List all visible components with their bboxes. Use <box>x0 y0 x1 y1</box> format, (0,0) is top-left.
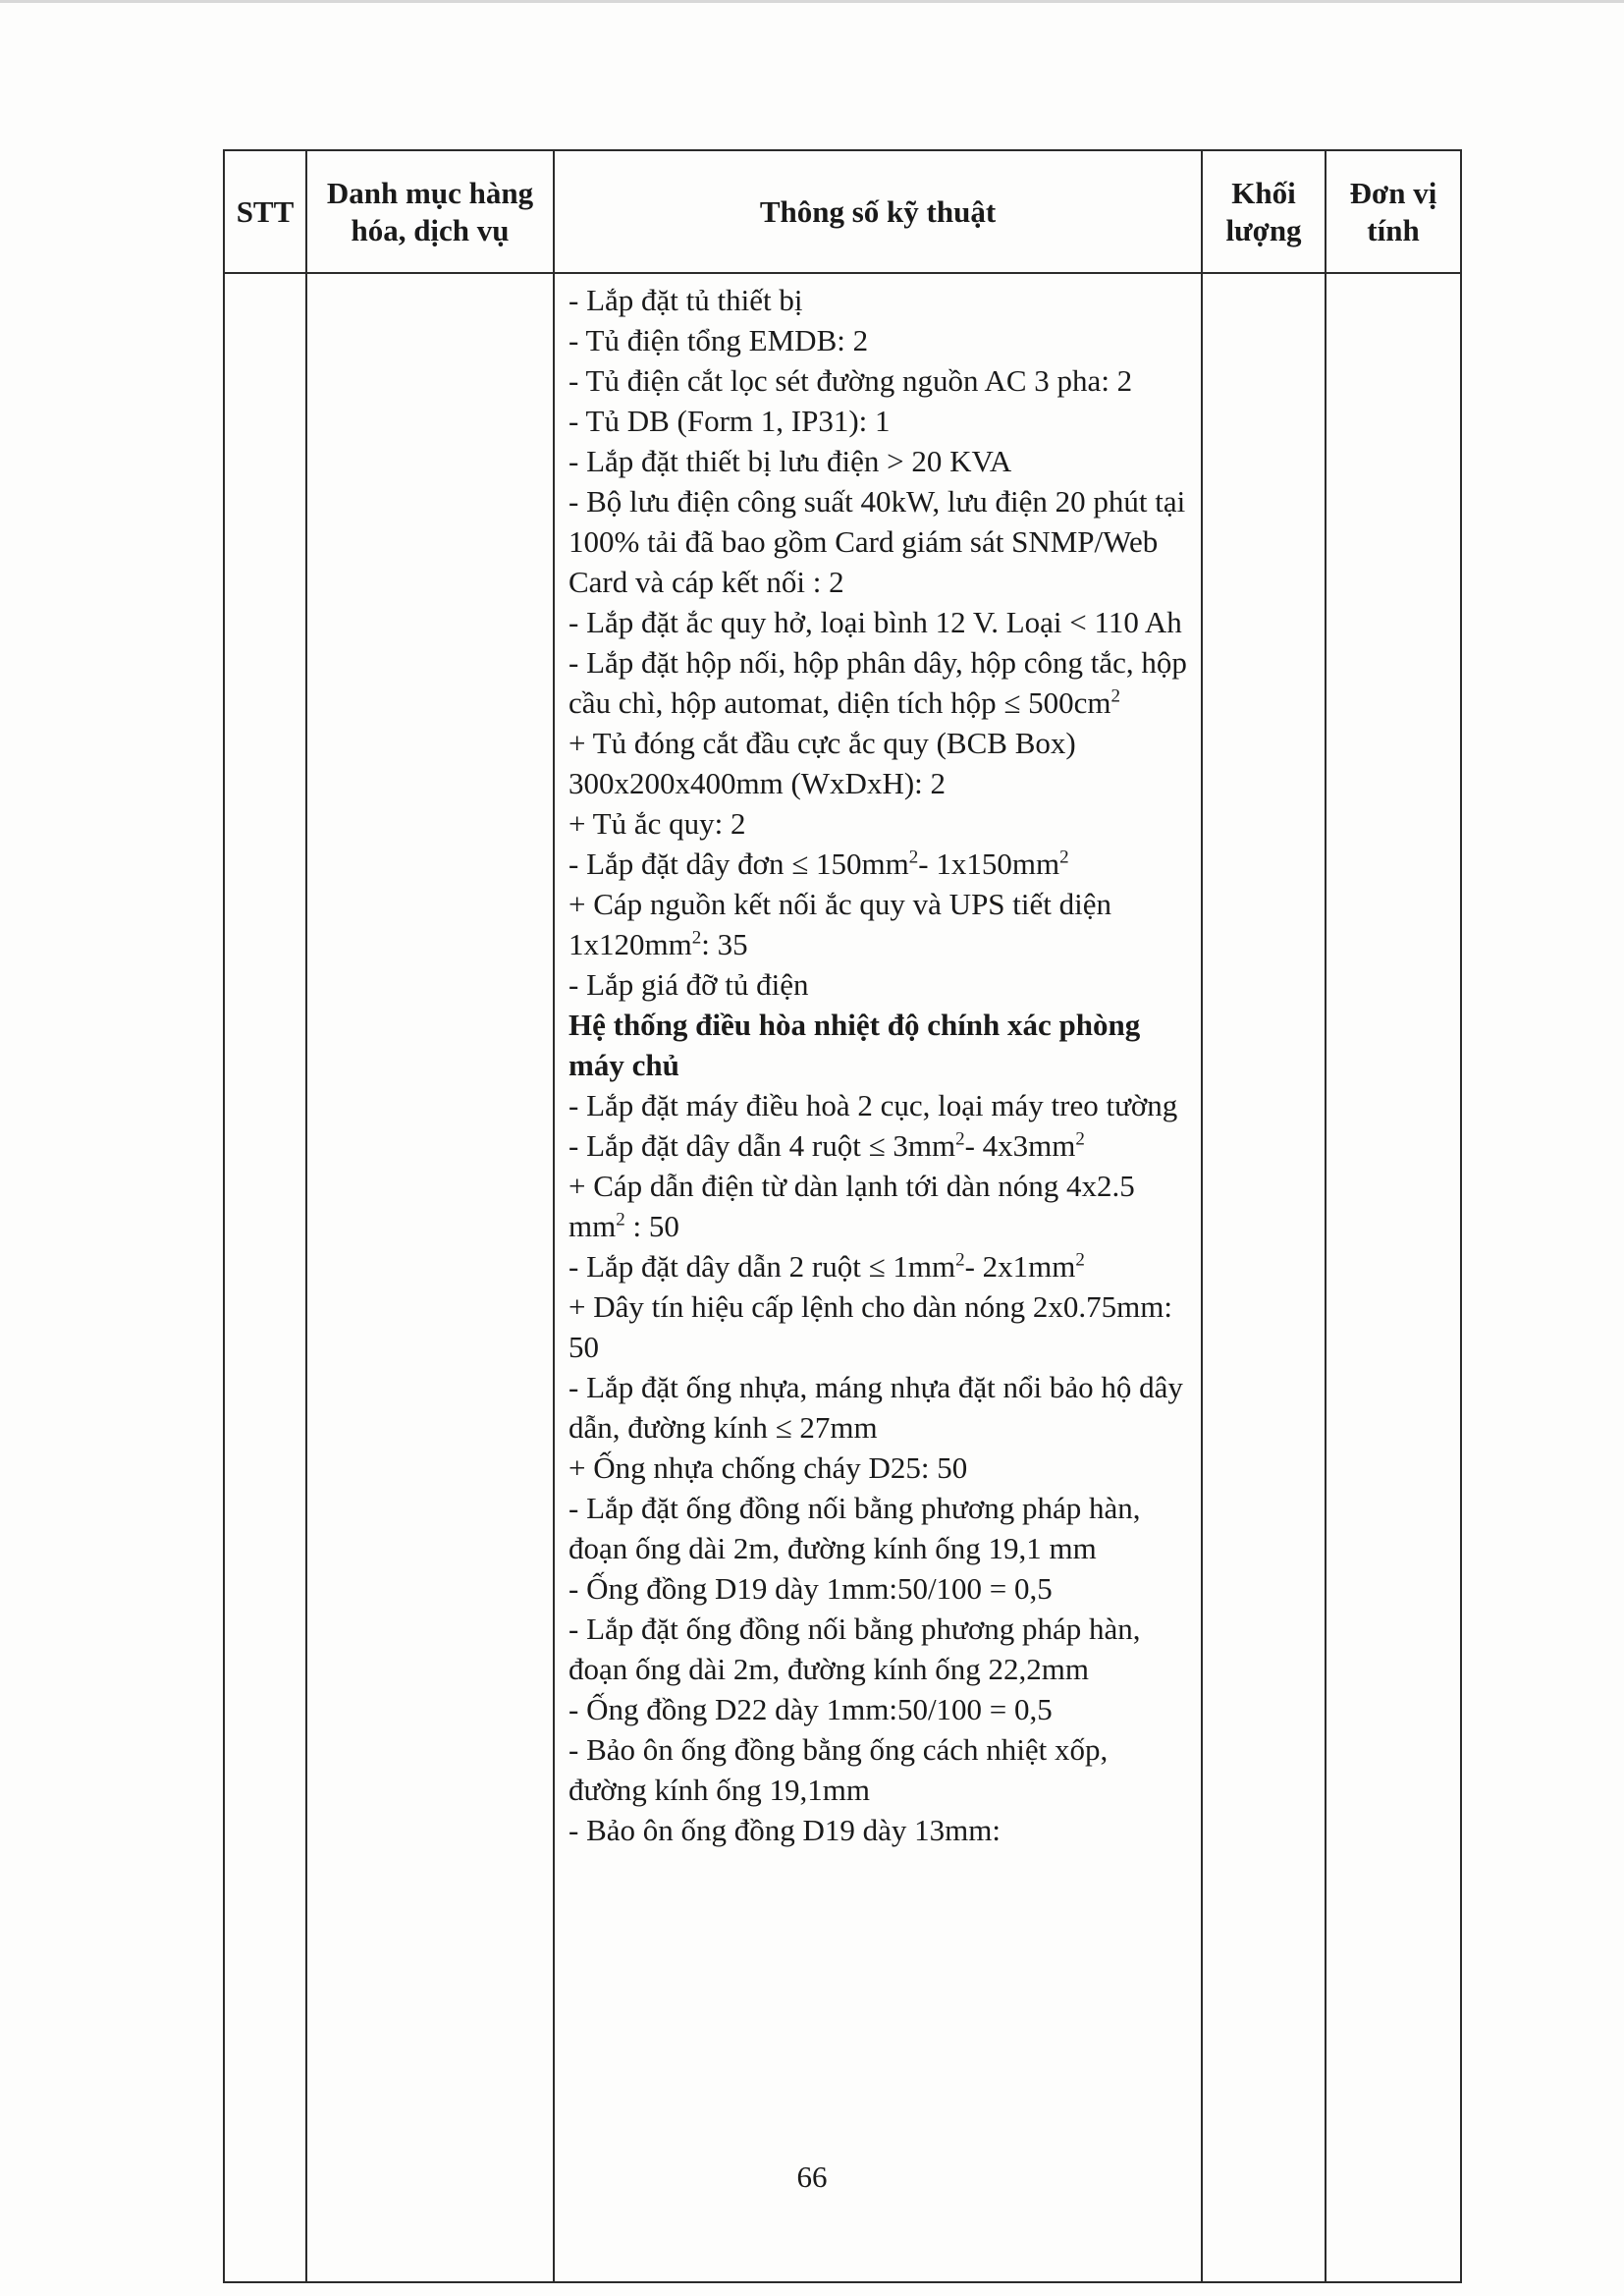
spec-line: + Tủ đóng cắt đầu cực ắc quy (BCB Box) 300x200x400mm (WxDxH): 2 <box>568 726 1076 800</box>
spec-line: - Lắp đặt ống đồng nối bằng phương pháp hàn, đoạn ống dài 2m, đường kính ống 22,2mm <box>568 1612 1141 1686</box>
spec-line: - Lắp đặt dây đơn ≤ $150mm^2-$ $1x150mm^2$ <box>568 847 1069 881</box>
header-stt: STT <box>224 150 306 273</box>
cell-item <box>306 273 554 2282</box>
cell-spec <box>554 273 1202 2282</box>
spec-line: - Ống đồng D19 dày 1mm:50/100 = 0,5 <box>568 1571 1053 1606</box>
header-unit: Đơn vị tính <box>1326 150 1461 273</box>
spec-line: - Lắp giá đỡ tủ điện <box>568 967 809 1002</box>
specification-table <box>223 149 1462 2283</box>
spec-line: - Lắp đặt ống nhựa, máng nhựa đặt nổi bảo hộ dây dẫn, đường kính ≤ 27mm <box>568 1370 1183 1445</box>
spec-line: - Bộ lưu điện công suất 40kW, lưu điện 20 phút tại 100% tải đã bao gồm Card giám sát SNMP/Web Card và cáp kết nối : 2 <box>568 484 1186 599</box>
cell-quantity <box>1202 273 1326 2282</box>
spec-line: + Cáp dẫn điện từ dàn lạnh tới dàn nóng 4x2.5 $mm^2$ : 50 <box>568 1169 1135 1243</box>
spec-line: Hệ thống điều hòa nhiệt độ chính xác phòng máy chủ <box>568 1008 1141 1082</box>
header-spec: Thông số kỹ thuật <box>554 150 1202 273</box>
spec-line: - Lắp đặt thiết bị lưu điện > 20 KVA <box>568 444 1012 478</box>
spec-line: - Lắp đặt dây dẫn 4 ruột ≤ $3mm^2-$ $4x3mm^2$ <box>568 1128 1085 1163</box>
spec-line: - Tủ điện tổng EMDB: 2 <box>568 323 869 357</box>
cell-unit <box>1326 273 1461 2282</box>
scan-edge-line <box>0 0 1624 3</box>
table-header-row <box>224 150 1461 273</box>
cell-stt <box>224 273 306 2282</box>
spec-line: - Lắp đặt hộp nối, hộp phân dây, hộp công tắc, hộp cầu chì, hộp automat, diện tích hộp ≤ $500cm^2$ <box>568 645 1187 720</box>
spec-line: + Tủ ắc quy: 2 <box>568 806 746 841</box>
spec-line: + Ống nhựa chống cháy D25: 50 <box>568 1450 968 1485</box>
spec-line: + Dây tín hiệu cấp lệnh cho dàn nóng 2x0.75mm: 50 <box>568 1289 1172 1364</box>
spec-line: - Lắp đặt ống đồng nối bằng phương pháp hàn, đoạn ống dài 2m, đường kính ống 19,1 mm <box>568 1491 1141 1565</box>
spec-line: - Ống đồng D22 dày 1mm:50/100 = 0,5 <box>568 1692 1053 1726</box>
spec-line: - Lắp đặt ắc quy hở, loại bình 12 V. Loại < 110 Ah <box>568 605 1182 639</box>
spec-line: - Tủ điện cắt lọc sét đường nguồn AC 3 pha: 2 <box>568 363 1133 398</box>
spec-line: - Lắp đặt dây dẫn 2 ruột ≤ $1mm^2-$ $2x1mm^2$ <box>568 1249 1085 1284</box>
spec-line: - Bảo ôn ống đồng D19 dày 13mm: <box>568 1813 1001 1847</box>
header-item: Danh mục hàng hóa, dịch vụ <box>306 150 554 273</box>
spec-line: - Lắp đặt máy điều hoà 2 cục, loại máy treo tường <box>568 1088 1178 1122</box>
spec-line: - Lắp đặt tủ thiết bị <box>568 283 803 317</box>
spec-line: - Bảo ôn ống đồng bằng ống cách nhiệt xốp, đường kính ống 19,1mm <box>568 1732 1109 1807</box>
spec-line: - Tủ DB (Form 1, IP31): 1 <box>568 404 891 438</box>
header-quantity: Khối lượng <box>1202 150 1326 273</box>
spec-list <box>568 280 1187 1850</box>
table-row <box>224 273 1461 2282</box>
spec-line: + Cáp nguồn kết nối ắc quy và UPS tiết diện $1x120mm^2$: 35 <box>568 887 1112 961</box>
page-number: 66 <box>796 2159 828 2194</box>
